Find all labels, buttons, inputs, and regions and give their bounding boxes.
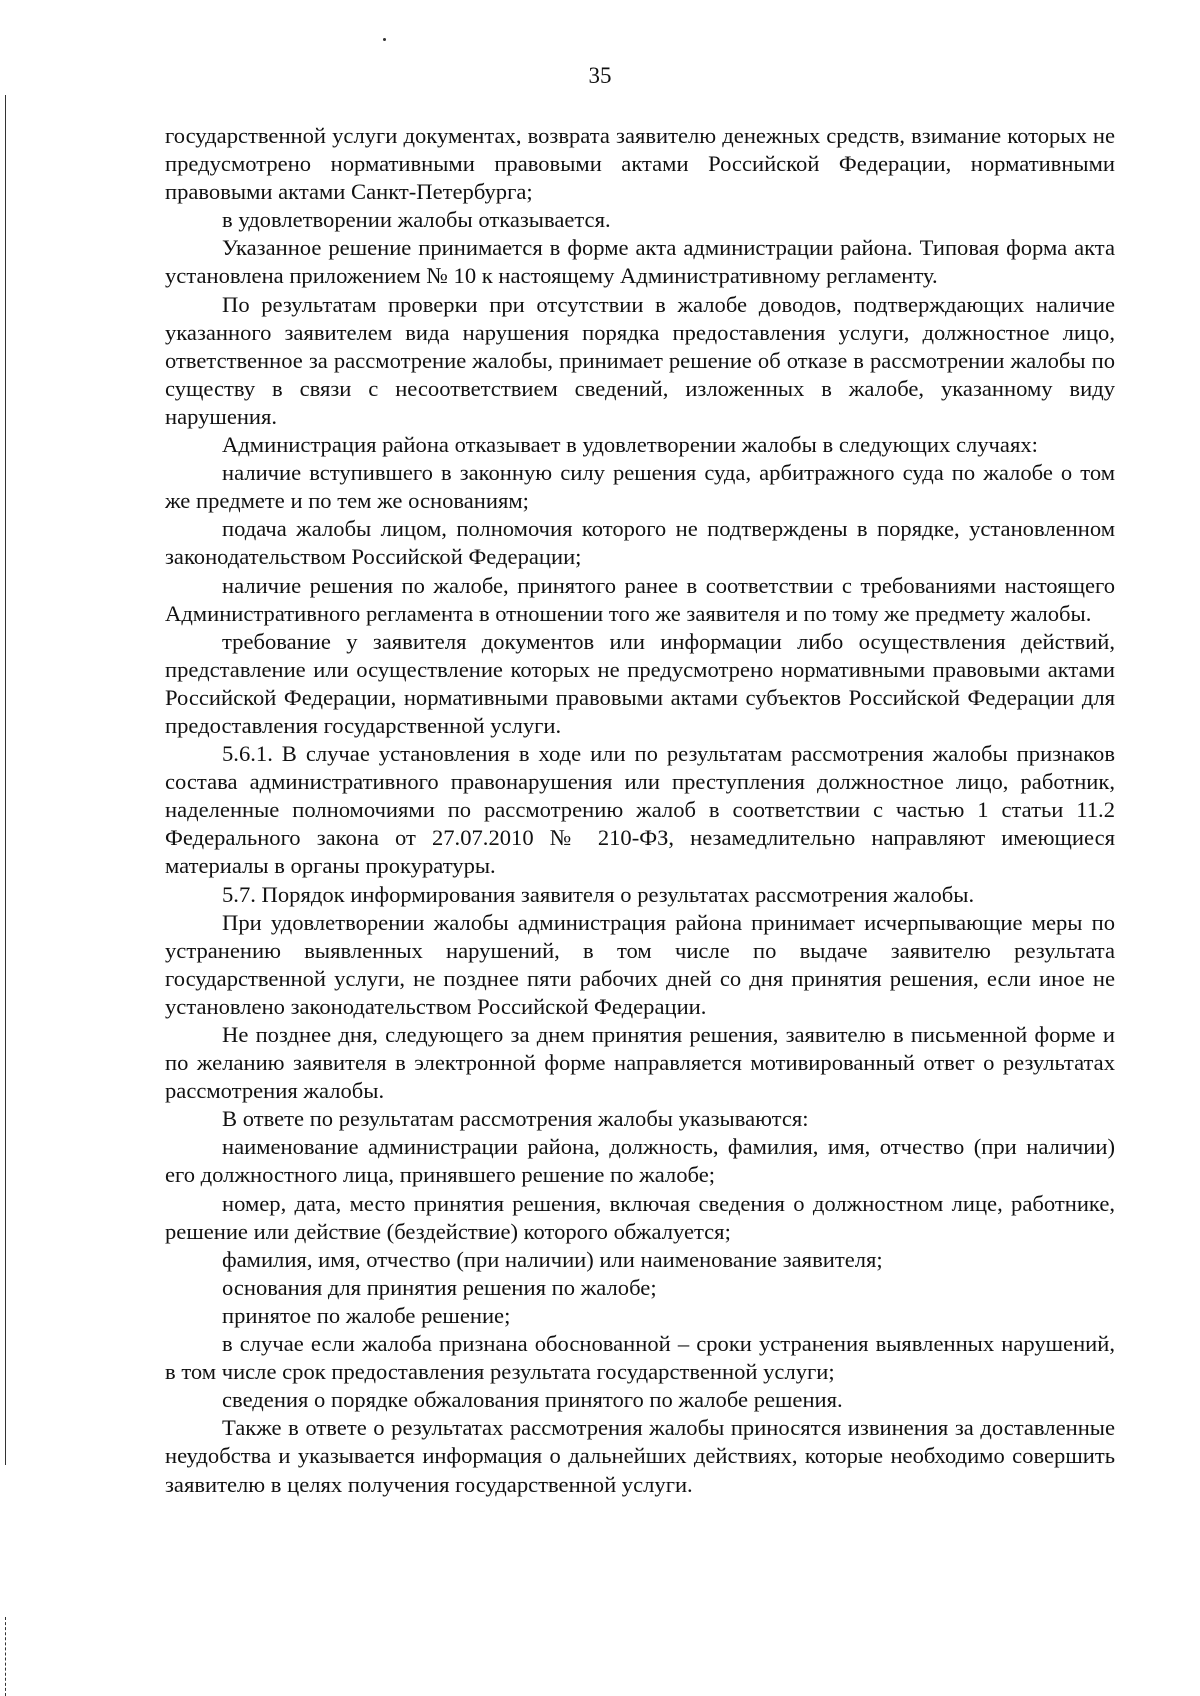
document-body [165, 122, 1115, 1499]
list-item: основания для принятия решения по жалобе; [222, 1274, 657, 1300]
scan-speck [383, 38, 386, 41]
paragraph: Не позднее дня, следующего за днем принятия решения, заявителю в письменной форме и по желанию заявителя в электронной форме направляется мотивированный ответ о результатах рассмотрения жалобы. [165, 1022, 1115, 1104]
list-item: наименование администрации района, должность, фамилия, имя, отчество (при наличии) его должностного лица, принявшего решение по жалобе; [165, 1134, 1115, 1188]
scan-margin-line [5, 95, 6, 1465]
list-item: фамилия, имя, отчество (при наличии) или наименование заявителя; [222, 1246, 883, 1272]
scan-margin-dashes [5, 1617, 7, 1696]
paragraph: При удовлетворении жалобы администрация района принимает исчерпывающие меры по устранению выявленных нарушений, в том числе по выдаче заявителю результата государственной услуги, не позднее пяти рабочих дней со дня принятия решения, если иное не установлено законодательством Российской Федерации. [165, 909, 1115, 1019]
list-item: требование у заявителя документов или информации либо осуществления действий, представление или осуществление которых не предусмотрено нормативными правовыми актами Российской Федерации, нормативными правовыми актами субъектов Российской Федерации для предоставления государственной услуги. [165, 628, 1115, 738]
paragraph: Также в ответе о результатах рассмотрения жалобы приносятся извинения за доставленные неудобства и указывается информация о дальнейших действиях, которые необходимо совершить заявителю в целях получения государственной услуги. [165, 1415, 1115, 1497]
list-item: в случае если жалоба признана обоснованной – сроки устранения выявленных нарушений, в том числе срок предоставления результата государственной услуги; [165, 1331, 1115, 1385]
paragraph: Администрация района отказывает в удовлетворении жалобы в следующих случаях: [222, 432, 1038, 458]
page-number: 35 [588, 63, 612, 88]
paragraph: В ответе по результатам рассмотрения жалобы указываются: [222, 1106, 809, 1132]
list-item: принятое по жалобе решение; [222, 1302, 511, 1328]
list-item: наличие решения по жалобе, принятого ранее в соответствии с требованиями настоящего Административного регламента в отношении того же заявителя и по тому же предмету жалобы. [165, 572, 1115, 626]
paragraph: По результатам проверки при отсутствии в жалобе доводов, подтверждающих наличие указанного заявителем вида нарушения порядка предоставления услуги, должностное лицо, ответственное за рассмотрение жалобы, принимает решение об отказе в рассмотрении жалобы по существу в связи с несоответствием сведений, изложенных в жалобе, указанному виду нарушения. [165, 291, 1115, 429]
list-item: номер, дата, место принятия решения, включая сведения о должностном лице, работнике, решение или действие (бездействие) которого обжалуется; [165, 1190, 1115, 1244]
paragraph: Указанное решение принимается в форме акта администрации района. Типовая форма акта установлена приложением № 10 к настоящему Административному регламенту. [165, 235, 1115, 289]
list-item: подача жалобы лицом, полномочия которого не подтверждены в порядке, установленном законодательством Российской Федерации; [165, 516, 1115, 570]
list-item: сведения о порядке обжалования принятого по жалобе решения. [222, 1387, 843, 1413]
list-item: наличие вступившего в законную силу решения суда, арбитражного суда по жалобе о том же предмете и по тем же основаниям; [165, 460, 1115, 514]
section-5-6-1: 5.6.1. В случае установления в ходе или по результатам рассмотрения жалобы признаков состава административного правонарушения или преступления должностное лицо, работник, наделенные полномочиями по рассмотрению жалоб в соответствии с частью 1 статьи 11.2 Федерального закона от 27.07.2010 № 210-ФЗ, незамедлительно направляют имеющиеся материалы в органы прокуратуры. [165, 741, 1115, 879]
paragraph: в удовлетворении жалобы отказывается. [222, 207, 611, 233]
paragraph: государственной услуги документах, возврата заявителю денежных средств, взимание которых не предусмотрено нормативными правовыми актами Российской Федерации, нормативными правовыми актами Санкт-Петербурга; [165, 123, 1115, 205]
section-5-7-heading: 5.7. Порядок информирования заявителя о результатах рассмотрения жалобы. [222, 881, 975, 907]
